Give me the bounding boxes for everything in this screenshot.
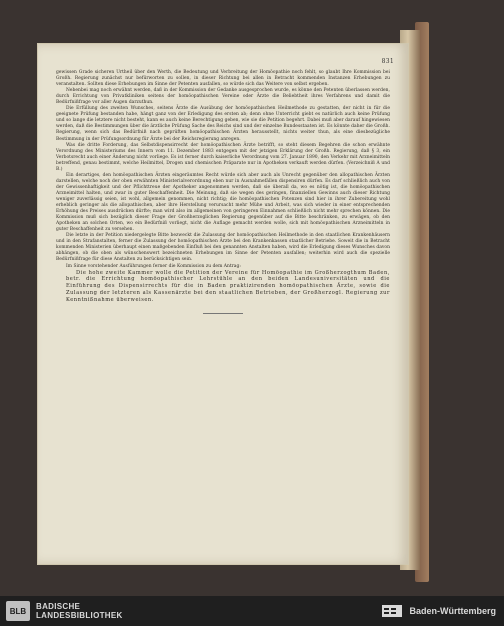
paragraph: Ein derartiges, den homöopathischen Ärzten eingeräumtes Recht würde sich aber auch als Unrecht gegenüber den allopathischen Ärzten darstellen, welche noch der oben erwähnten Ministerialverordnung eben nur in Ausnahmefällen dispensiren dürfen. Es darf schließlich auch von der Gewissenhaftigkeit und der Pflichttreue der Apotheker angenommen werden, daß sie überall da, wo es nötig ist, die homöopathischen Arzneimittel halten, und zwar in guter Beschaffenheit. Die Meinung, daß sie wegen des geringen, finanziellen Gewinns auch dieser Richtung weniger zuverlässig seien, ist wohl, allgemein genommen, nicht richtig; die homöopathischen Potenzen sind hier in ihrer Zubereitung wohl erheblich geringer als die allopathischen, aber ihre Herstellung verursacht mehr Mühe und Arbeit, was sich wieder in einer entsprechenden Erhöhung des Preises ausdrücken dürfte; man wird also im allgemeinen von geringeren Einnahmen schließlich nicht mehr sprechen können. Die Kommission muß sich bezüglich dieser Frage der Großherzoglichen Regierung gegenüber auf die Bitte beschränken, zu erwägen, ob den Apotheken an solchen Orten, wo ein Bedürfniß vorliegt, nicht die Auflage gemacht werden wolle, sich mit homöopathischen Arzneimitteln in guter Beschaffenheit zu versehen. [56,172,390,233]
bw-name: Baden-Württemberg [409,606,496,616]
paragraph: Was die dritte Forderung, das Selbstdispensirrecht der homöopathischen Ärzte betrifft, so steht diesem Begehren die schon erwähnte Verordnung des Ministeriums des Innern vom 11. Dezember 1883 entgegen mit der jetzigen Erklärung der Großh. Regierung, daß § 3, ein Verbotsrecht auch einer Änderung nicht vorliege. Es ist ferner durch kaiserliche Verordnung vom 27. Januar 1890, den Verkehr mit Arzneimitteln betreffend, genau bestimmt, welche Heilmittel, Drogen und chemischen Präparate nur in Apotheken verkauft werden dürfen. (Verzeichniß A und B.) [56,142,390,172]
paragraph: gewissen Grade sicheren Urtheil über den Werth, die Bedeutung und Verbreitung der Homöopathie noch fehlt, so glaubt Ihre Kommission bei Großh. Regierung zunächst nur befürworten zu sollen, in dieser Richtung bei allen in Betracht kommenden Instanzen Erhebungen zu veranstalten. Sollten diese Erhebungen im Sinne der Petenten ausfallen, so würde sich das Weitere von selbst ergeben. [56,70,390,88]
paragraph: Die Erfüllung des zweiten Wunsches, seitens Ärzte die Ausübung der homöopathischen Heilmethode zu gestatten, der nicht in für die geeignete Prüfung bestanden habe, hängt ganz von der Erledigung des ersten ab; denn ohne Unterricht giebt es natürlich auch keine Prüfung und so lange die letztere nicht besteht, kann es auch keine Berechtigung geben, wie sie die Petition begehrt. Dabei muß aber darauf hingewiesen werden, daß die Bestimmungen über die ärztliche Prüfung Sache des Reichs sind und der einzelne Bundesstaaten ist. Es könnte daher die Großh. Regierung, wenn sich das Bedürfniß nach geprüften homöopathischen Ärzten herausstellt, nichts weiter thun, als eine diesbezügliche Bestimmung in der Prüfungsordnung für Ärzte bei der Reichsregierung anregen. [56,106,390,142]
paragraph: Im Sinne vorstehender Ausführungen ferner die Kommission zu dem Antrag: [66,263,241,269]
blb-name-line1: BADISCHE [36,602,81,611]
resolution-text: Die hohe zweite Kammer wolle die Petition der Vereine für Homöopathie im Großherzogthum Baden, betr. die Errichtung homöopathischer Lehrstühle an den beiden Landesuniversitäten und die Einführung des Dispensirrechts für die in Baden praktizirenden homöopathischen Ärzte, sowie die Zulassung der letzteren als Kassenärzte bei den staatlichen Betrieben, der Großherzogl. Regierung zur Kenntnißnahme überweisen. [66,269,390,304]
bw-crest-icon [381,603,403,619]
blb-branding[interactable] [6,601,123,621]
paragraph: Die letzte in der Petition niedergelegte Bitte bezweckt die Zulassung der homöopathischen Heilmethode in den staatlichen Krankenhäusern und in den Strafanstalten, ferner die Zulassung der homöopathischen Ärzte bei den Krankenkassen staatlicher Betriebe. Soweit die in Betracht kommenden Ministerien überhaupt einen maßgebenden Einfluß bei den genannten Anstalten haben, wird die Erledigung dieses Wunsches davon abhängen, ob die oben als wünschenswert bezeichneten Erhebungen im Sinne der Petenten ausfallen; weiterhin wird auch die spezielle Bedürfnißfrage für diese Anstalten zu berücksichtigen sein. [56,233,390,263]
blb-name-line2: LANDESBIBLIOTHEK [36,611,123,620]
book-page [38,44,408,564]
page-number: 831 [381,58,394,65]
footer-bar [0,596,504,626]
page-text [56,70,390,314]
end-rule [203,313,243,314]
bw-branding[interactable] [381,603,496,619]
blb-name [36,602,123,620]
blb-logo: BLB [6,601,30,621]
paragraph: Nebenbei mag noch erwähnt werden, daß in der Kommission der Gedanke ausgesprochen wurde, es könne den Petenten überlassen werden, durch Errichtung von Privatkliniken seitens der homöopathischen Vereine oder Ärzte die Beliebtheit ihres Verfahrens und damit die Bedürfnißfrage vor aller Augen darzuthun. [56,88,390,106]
